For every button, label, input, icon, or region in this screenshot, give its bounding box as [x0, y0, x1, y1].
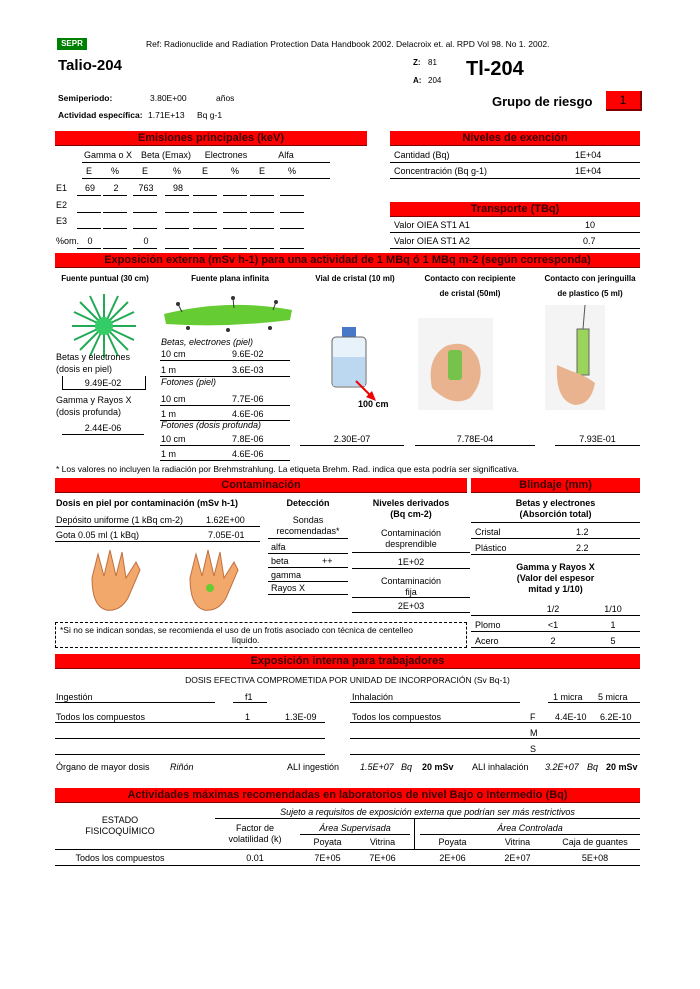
em-cell-rule [250, 212, 274, 213]
exemption-header: Niveles de exención [390, 131, 640, 146]
em-cell-rule [133, 248, 157, 249]
external-exposure-header: Exposición externa (mSv h-1) para una actividad de 1 MBq ó 1 MBq m-2 (según corresponda) [55, 253, 640, 268]
head-vial: Vial de cristal (10 ml) [315, 274, 395, 283]
ingestion-row-rule-2 [55, 754, 325, 755]
inhalation-rule [350, 754, 640, 755]
max-rule-top [215, 818, 640, 819]
skin-rule-1 [55, 541, 260, 542]
skin-row-label-1: Gota 0.05 ml (1 kBq) [56, 530, 140, 540]
point-beta-box [62, 376, 146, 390]
exemption-value-1: 1E+04 [575, 166, 602, 176]
ali-ingestion-label: ALI ingestión [287, 762, 340, 772]
fixed-value-rule [352, 612, 470, 613]
em-row-label: E3 [56, 216, 68, 226]
point-gamma-label-1: Gamma y Rayos X [56, 395, 132, 405]
a-label: A: [413, 76, 422, 85]
skin-row-label-0: Depósito uniforme (1 kBq cm-2) [56, 515, 184, 525]
plane-photon-title: Fotones (piel) [161, 377, 217, 387]
em-cell-rule [77, 228, 101, 229]
area-supervised: Área Supervisada [319, 823, 391, 833]
em-cell-rule [77, 248, 101, 249]
em-cell-rule [77, 195, 101, 196]
half-life-label: Semiperiodo: [58, 93, 113, 103]
ingestion-label: Ingestión [56, 692, 93, 702]
transport-value-1: 0.7 [583, 236, 596, 246]
head-syringe-2: de plastico (5 ml) [557, 289, 623, 298]
max-activity-header: Actividades máximas recomendadas en laboratorios de nivel Bajo o Intermedio (Bq) [55, 788, 640, 803]
em-cell-rule [223, 195, 247, 196]
plane-deep-v1: 4.6E-06 [232, 449, 264, 459]
shield-rule-2 [471, 615, 640, 616]
max-row-v0: 7E+05 [314, 853, 341, 863]
emissions-header: Emisiones principales (keV) [55, 131, 367, 146]
plane-deep-d1: 1 m [161, 449, 177, 459]
em-cell: 0 [143, 236, 149, 246]
ingestion-row-rule-0 [55, 722, 325, 723]
em-cell-rule [250, 228, 274, 229]
em-cell-rule [103, 212, 127, 213]
vial-value: 2.30E-07 [333, 434, 371, 444]
z-label: Z: [413, 58, 421, 67]
exemption-label-0: Cantidad (Bq) [394, 150, 450, 160]
nuclide-name: Talio-204 [58, 57, 122, 74]
max-row-v3: 2E+07 [504, 853, 531, 863]
activity-unit: Bq g-1 [197, 110, 223, 120]
inhalation-compound: Todos los compuestos [352, 712, 442, 722]
organ-value: Riñón [170, 762, 194, 772]
probe-name: beta [271, 556, 289, 566]
max-row-label: Todos los compuestos [75, 853, 165, 863]
factor-1: Factor de [235, 823, 275, 833]
f1-label: f1 [245, 692, 253, 702]
fixed-1: Contaminación [380, 576, 442, 586]
plane-beta-d1: 1 m [161, 365, 177, 375]
state-1: ESTADO [101, 815, 139, 825]
vial-distance: 100 cm [358, 399, 389, 409]
em-cell-rule [133, 212, 157, 213]
ali-inhalation-dose: 20 mSv [606, 762, 638, 772]
plane-source-icon [158, 290, 298, 334]
removable-2: desprendible [385, 539, 437, 549]
area-controlled: Área Controlada [497, 823, 563, 833]
em-cell-rule [250, 195, 274, 196]
shield-gamma-title-2: (Valor del espesor [516, 573, 595, 583]
max-row-v2: 2E+06 [439, 853, 466, 863]
probe-rule [268, 553, 348, 554]
skin-rule-0 [55, 526, 260, 527]
em-cell-rule [280, 195, 304, 196]
em-cell-rule [193, 228, 217, 229]
max-row-k: 0.01 [246, 853, 264, 863]
em-subheader-cell: E [141, 166, 148, 176]
hand-drop-icon [178, 548, 248, 614]
transport-header: Transporte (TBq) [390, 202, 640, 217]
transport-rule-0 [390, 232, 640, 233]
em-subheader-cell: % [230, 166, 239, 176]
plane-beta-title: Betas, electrones (piel) [161, 337, 254, 347]
em-cell: 763 [138, 183, 154, 193]
max-row-v4: 5E+08 [581, 853, 609, 863]
a-value: 204 [428, 76, 442, 85]
point-beta-label-1: Betas y electrones [56, 352, 131, 362]
syringe-rule [555, 445, 640, 446]
ali-ingestion-dose: 20 mSv [422, 762, 454, 772]
em-cell-rule [193, 212, 217, 213]
shield-rule-1 [471, 554, 640, 555]
probe-rule [268, 581, 348, 582]
ali-inhalation-label: ALI inhalación [472, 762, 529, 772]
removable-rule [352, 552, 470, 553]
em-cell-rule [165, 248, 189, 249]
ingestion-rule-b [233, 702, 267, 703]
em-col-beta: Beta (Emax) [140, 150, 191, 160]
vial-icon [326, 325, 386, 405]
probe-mark: ++ [322, 556, 333, 566]
shield-beta-title-2: (Absorción total) [519, 509, 592, 519]
em-row-label: %om. [56, 236, 80, 246]
plane-photon-v1: 4.6E-06 [232, 409, 264, 419]
shield-beta-label-1: Plástico [475, 543, 507, 553]
probe-rule [268, 594, 348, 595]
em-cell-rule [223, 248, 247, 249]
col-vitrina-ctrl: Vitrina [504, 837, 531, 847]
shield-gamma-col-1: 1/10 [604, 604, 622, 614]
syringe-value: 7.93E-01 [579, 434, 616, 444]
em-header-rule [82, 162, 330, 163]
contamination-header: Contaminación [55, 478, 467, 493]
max-rule-sup [300, 834, 410, 835]
point-beta-label-2: (dosis en piel) [56, 364, 113, 374]
em-cell: 69 [84, 183, 95, 193]
em-row-label: E1 [56, 183, 68, 193]
em-cell-rule [165, 195, 189, 196]
plane-photon-d1: 1 m [161, 409, 177, 419]
em-cell-rule [103, 195, 127, 196]
container-value: 7.78E-04 [456, 434, 494, 444]
max-row-v1: 7E+06 [369, 853, 396, 863]
transport-rule-1 [390, 248, 640, 249]
max-rule-bottom [55, 865, 640, 866]
max-activity-subtitle: Sujeto a requisitos de exposición externa que podrían ser más restrictivos [280, 807, 575, 817]
inhalation-label: Inhalación [352, 692, 394, 702]
container-hand-icon [418, 318, 493, 410]
plane-rule-6 [160, 460, 290, 461]
point-gamma-value: 2.44E-06 [84, 423, 122, 433]
derived-title-2: (Bq cm-2) [390, 509, 432, 519]
em-cell-rule [77, 212, 101, 213]
plane-deep-v0: 7.8E-06 [232, 434, 264, 444]
half-life-value: 3.80E+00 [150, 93, 187, 103]
col-poyata-sup: Poyata [313, 837, 342, 847]
organ-label: Órgano de mayor dosis [56, 762, 150, 772]
ali-inhalation-unit: Bq [587, 762, 599, 772]
shield-gamma-title-1: Gamma y Rayos X [516, 562, 595, 572]
em-cell: 2 [113, 183, 119, 193]
container-rule [415, 445, 535, 446]
internal-subtitle: DOSIS EFECTIVA COMPROMETIDA POR UNIDAD DE INCORPORACIÓN (Sv Bq-1) [185, 675, 510, 685]
inhalation-rule-a [350, 702, 520, 703]
exemption-rule-0 [390, 162, 640, 163]
activity-label: Actividad específica: [58, 110, 143, 120]
z-value: 81 [428, 58, 437, 67]
em-cell: 98 [172, 183, 183, 193]
plane-photon-d0: 10 cm [161, 394, 186, 404]
risk-group-label: Grupo de riesgo [492, 94, 593, 109]
skin-row-value-1: 7.05E-01 [208, 530, 245, 540]
inhalation-cls: F [530, 712, 536, 722]
ingestion-compound: Todos los compuestos [56, 712, 146, 722]
shield-gamma-title-3: mitad y 1/10) [528, 584, 583, 594]
em-cell-rule [223, 212, 247, 213]
head-container-2: de cristal (50ml) [439, 289, 501, 298]
plane-rule-5 [160, 445, 290, 446]
fixed-value: 2E+03 [397, 601, 425, 611]
internal-exposure-header: Exposición interna para trabajadores [55, 654, 640, 669]
head-syringe-1: Contacto con jeringuilla [544, 274, 636, 283]
derived-title-1: Niveles derivados [372, 498, 450, 508]
detection-rule-0 [268, 538, 348, 539]
syringe-icon [545, 305, 605, 410]
exemption-label-1: Concentración (Bq g-1) [394, 166, 488, 176]
em-subheader-cell: E [201, 166, 208, 176]
em-cell-rule [223, 228, 247, 229]
removable-value-rule [352, 568, 470, 569]
ali-inhalation-value: 3.2E+07 [545, 762, 579, 772]
detection-sub-1: Sondas [292, 515, 324, 525]
head-container-1: Contacto con recipiente [424, 274, 516, 283]
col-glovebox: Caja de guantes [562, 837, 628, 847]
em-cell-rule [133, 228, 157, 229]
em-cell-rule [165, 212, 189, 213]
shield-gamma-label-1: Acero [475, 636, 499, 646]
ingestion-f1: 1 [245, 712, 251, 722]
em-col-gamma: Gamma o X [83, 150, 132, 160]
em-cell: 0 [87, 236, 93, 246]
detection-sub-2: recomendadas* [276, 526, 340, 536]
plane-beta-v0: 9.6E-02 [232, 349, 264, 359]
em-cell-rule [165, 228, 189, 229]
transport-value-0: 10 [585, 220, 596, 230]
risk-group-value: 1 [606, 91, 642, 111]
probe-name: alfa [271, 542, 286, 552]
ingestion-value: 1.3E-09 [285, 712, 317, 722]
em-cell-rule [103, 248, 127, 249]
removable-value: 1E+02 [397, 557, 425, 567]
fixed-rule [352, 597, 470, 598]
inhalation-cls: S [530, 744, 537, 754]
col-vitrina-sup: Vitrina [369, 837, 396, 847]
external-note: * Los valores no incluyen la radiación por Brehmstrahlung. La etiqueta Brehm. Rad. indica que esta podría ser significativa. [56, 464, 520, 474]
shield-gamma-v2-1: 5 [610, 636, 616, 646]
em-col-electrons: Electrones [204, 150, 248, 160]
nuclide-symbol: Tl-204 [466, 58, 524, 80]
vial-rule [300, 445, 404, 446]
em-subheader-cell: % [287, 166, 296, 176]
ingestion-rule-a [55, 702, 215, 703]
head-plane-source: Fuente plana infinita [191, 274, 269, 283]
transport-label-1: Valor OIEA ST1 A2 [394, 236, 470, 246]
inhalation-cls: M [530, 728, 538, 738]
probe-name: Rayos X [271, 583, 306, 593]
inhalation-rule [350, 722, 640, 723]
ingestion-row-rule-1 [55, 738, 325, 739]
col-poyata-ctrl: Poyata [438, 837, 467, 847]
plane-rule-3 [160, 405, 290, 406]
plane-beta-d0: 10 cm [161, 349, 186, 359]
inhalation-v1: 4.4E-10 [555, 712, 587, 722]
ali-ingestion-unit: Bq [401, 762, 413, 772]
em-row-label: E2 [56, 200, 68, 210]
shield-rule-top [471, 522, 640, 523]
em-cell-rule [103, 228, 127, 229]
em-cell-rule [193, 248, 217, 249]
micra5-label: 5 micra [598, 692, 628, 702]
em-subheader-cell: % [110, 166, 119, 176]
em-subheader-rule [82, 178, 330, 179]
state-2: FISICOQUÍMICO [85, 826, 155, 836]
inhalation-rule [350, 738, 640, 739]
sepr-badge: SEPR [57, 38, 87, 50]
point-gamma-rule [62, 434, 144, 435]
em-subheader-cell: E [258, 166, 265, 176]
half-life-unit: años [216, 93, 235, 103]
inhalation-v5: 6.2E-10 [600, 712, 632, 722]
skin-row-value-0: 1.62E+00 [206, 515, 245, 525]
exemption-value-0: 1E+04 [575, 150, 602, 160]
inhalation-rule-b [548, 702, 640, 703]
shield-beta-value-1: 2.2 [576, 543, 589, 553]
reference-text: Ref: Radionuclide and Radiation Protection Data Handbook 2002. Delacroix et. al. RPD Vol 98. No 1. 2002. [146, 39, 550, 49]
em-cell-rule [280, 248, 304, 249]
em-cell-rule [193, 195, 217, 196]
point-beta-value: 9.49E-02 [84, 378, 122, 388]
plane-rule-1 [160, 360, 290, 361]
shield-rule-4 [471, 647, 640, 648]
plane-deep-title: Fotones (dosis profunda) [161, 420, 262, 430]
max-divider [414, 819, 415, 849]
max-rule-ctrl [420, 834, 640, 835]
point-gamma-label-2: (dosis profunda) [56, 407, 122, 417]
factor-2: volatilidad (k) [228, 834, 282, 844]
shield-beta-label-0: Cristal [475, 527, 501, 537]
plane-beta-v1: 3.6E-03 [232, 365, 264, 375]
em-cell-rule [250, 248, 274, 249]
shield-gamma-col-0: 1/2 [546, 604, 560, 614]
micra1-label: 1 micra [553, 692, 583, 702]
em-col-alpha: Alfa [278, 150, 294, 160]
removable-1: Contaminación [380, 528, 442, 538]
shield-gamma-label-0: Plomo [475, 620, 501, 630]
em-subheader-cell: E [85, 166, 92, 176]
hand-uniform-icon [80, 548, 150, 614]
probe-footnote-1: *Si no se indican sondas, se recomienda el uso de un frotis asociado con técnica de centelleo [60, 625, 413, 635]
fixed-2: fija [405, 587, 417, 597]
em-cell-rule [133, 195, 157, 196]
ali-ingestion-value: 1.5E+07 [360, 762, 394, 772]
shielding-header: Blindaje (mm) [471, 478, 640, 493]
shield-rule-3 [471, 631, 640, 632]
exemption-rule-1 [390, 178, 640, 179]
shield-beta-title-1: Betas y electrones [515, 498, 596, 508]
em-cell-rule [280, 228, 304, 229]
transport-label-0: Valor OIEA ST1 A1 [394, 220, 470, 230]
max-rule-head [55, 849, 640, 850]
plane-photon-v0: 7.7E-06 [232, 394, 264, 404]
head-point-source: Fuente puntual (30 cm) [61, 274, 149, 283]
detection-title: Detección [286, 498, 330, 508]
probe-name: gamma [271, 570, 302, 580]
activity-value: 1.71E+13 [148, 110, 185, 120]
shield-gamma-v1-1: 2 [550, 636, 556, 646]
em-cell-rule [280, 212, 304, 213]
probe-rule [268, 567, 348, 568]
shield-beta-value-0: 1.2 [576, 527, 589, 537]
probe-footnote-2: líquido. [232, 635, 260, 645]
shield-rule-0 [471, 538, 640, 539]
skin-dose-title: Dosis en piel por contaminación (mSv h-1) [56, 498, 239, 508]
shield-gamma-v1-0: <1 [547, 620, 559, 630]
em-subheader-cell: % [172, 166, 181, 176]
shield-gamma-v2-0: 1 [610, 620, 616, 630]
plane-deep-d0: 10 cm [161, 434, 186, 444]
